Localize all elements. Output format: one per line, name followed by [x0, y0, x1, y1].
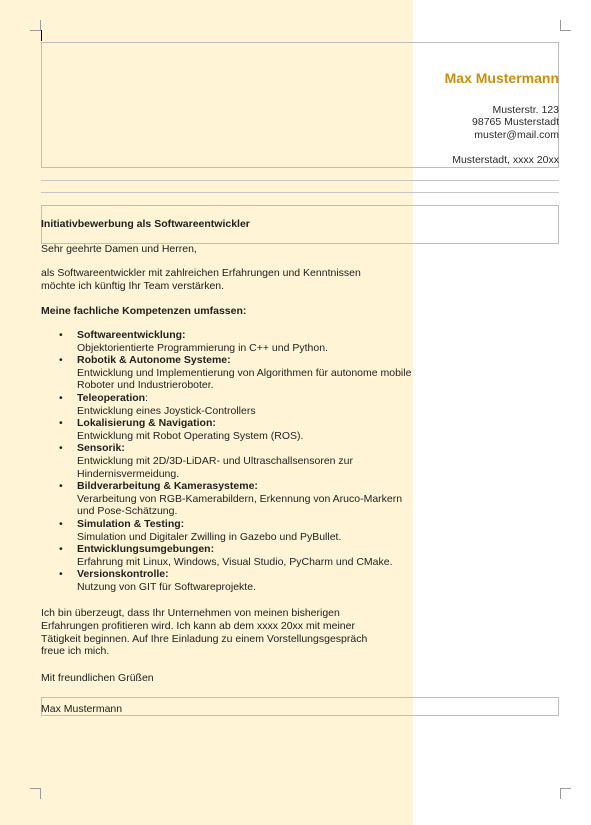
header-frame[interactable]: [41, 42, 559, 168]
intro-paragraph: als Softwareentwickler mit zahlreichen Erfahrungen und Kenntnissen möchte ich künftig Ihr Team verstärken.: [41, 267, 361, 292]
list-item: [41, 568, 413, 593]
crop-mark-bottom-left: [30, 788, 41, 799]
skill-description: Entwicklung eines Joystick-Controllers: [77, 404, 256, 417]
skill-title: Teleoperation: [77, 391, 146, 404]
signature-name: Max Mustermann: [41, 703, 123, 715]
list-item: [41, 354, 413, 392]
skill-description: Erfahrung mit Linux, Windows, Visual Studio, PyCharm und CMake.: [77, 555, 393, 568]
skill-title: Versionskontrolle:: [77, 568, 169, 581]
sender-email: muster@mail.com: [474, 129, 559, 141]
skill-title: Simulation & Testing:: [77, 517, 185, 530]
skill-title: Softwareentwicklung:: [77, 329, 186, 341]
sender-city: 98765 Musterstadt: [472, 116, 559, 128]
skill-title-suffix: :: [145, 391, 148, 404]
skill-description: Nutzung von GIT für Softwareprojekte.: [77, 580, 256, 593]
crop-mark-top-left: [30, 20, 41, 31]
bullet-icon: •: [59, 391, 63, 404]
salutation: Sehr geehrte Damen und Herren,: [41, 243, 197, 255]
crop-mark-bottom-right: [560, 788, 571, 799]
sender-street: Musterstr. 123: [492, 104, 559, 116]
place-date: Musterstadt, xxxx 20xx: [452, 154, 559, 166]
bullet-icon: •: [59, 329, 63, 341]
skill-description: Entwicklung mit 2D/3D-LiDAR- und Ultraschallsensoren zur Hindernisvermeidung.: [77, 454, 354, 480]
subject-line: Initiativbewerbung als Softwareentwickler: [41, 218, 250, 230]
skill-description: Simulation und Digitaler Zwilling in Gazebo und PyBullet.: [77, 530, 342, 543]
skill-title: Entwicklungsumgebungen:: [77, 543, 215, 556]
list-item: [41, 518, 413, 543]
bullet-icon: •: [59, 568, 63, 581]
bullet-icon: •: [59, 354, 63, 367]
skill-description: Entwicklung und Implementierung von Algorithmen für autonome mobile Roboter und Industrieroboter.: [77, 366, 412, 392]
skill-description: Entwicklung mit Robot Operating System (ROS).: [77, 429, 304, 442]
skill-title: Bildverarbeitung & Kamerasysteme:: [77, 480, 258, 493]
list-item: [41, 329, 413, 354]
skill-title: Robotik & Autonome Systeme:: [77, 354, 231, 367]
bullet-icon: •: [59, 517, 63, 530]
list-item: [41, 543, 413, 568]
regards: Mit freundlichen Grüßen: [41, 672, 154, 684]
sender-name: Max Mustermann: [444, 70, 559, 86]
bullet-icon: •: [59, 543, 63, 556]
skill-description: Verarbeitung von RGB-Kamerabildern, Erkennung von Aruco-Markern und Pose-Schätzung.: [77, 492, 403, 518]
skill-title: Lokalisierung & Navigation:: [77, 417, 216, 430]
crop-mark-top-right: [560, 20, 571, 31]
list-item: [41, 480, 413, 518]
bullet-icon: •: [59, 417, 63, 430]
list-item: [41, 417, 413, 442]
list-item: [41, 392, 413, 417]
list-item: [41, 442, 413, 480]
text-cursor: [41, 30, 42, 41]
skill-title: Sensorik:: [77, 442, 125, 455]
skills-heading: Meine fachliche Kompetenzen umfassen:: [41, 305, 247, 317]
skills-list: [41, 329, 413, 593]
bullet-icon: •: [59, 442, 63, 455]
empty-row-line: [41, 192, 559, 193]
bullet-icon: •: [59, 480, 63, 493]
empty-row-line: [41, 180, 559, 181]
closing-paragraph: Ich bin überzeugt, dass Ihr Unternehmen von meinen bisherigen Erfahrungen profitieren wird. Ich kann ab dem xxxx 20xx mit meiner Tätigkeit beginnen. Auf Ihre Einladung zu einem Vorstellungsgespräch freue ich mich.: [41, 607, 368, 658]
skill-description: Objektorientierte Programmierung in C++ und Python.: [77, 341, 328, 354]
